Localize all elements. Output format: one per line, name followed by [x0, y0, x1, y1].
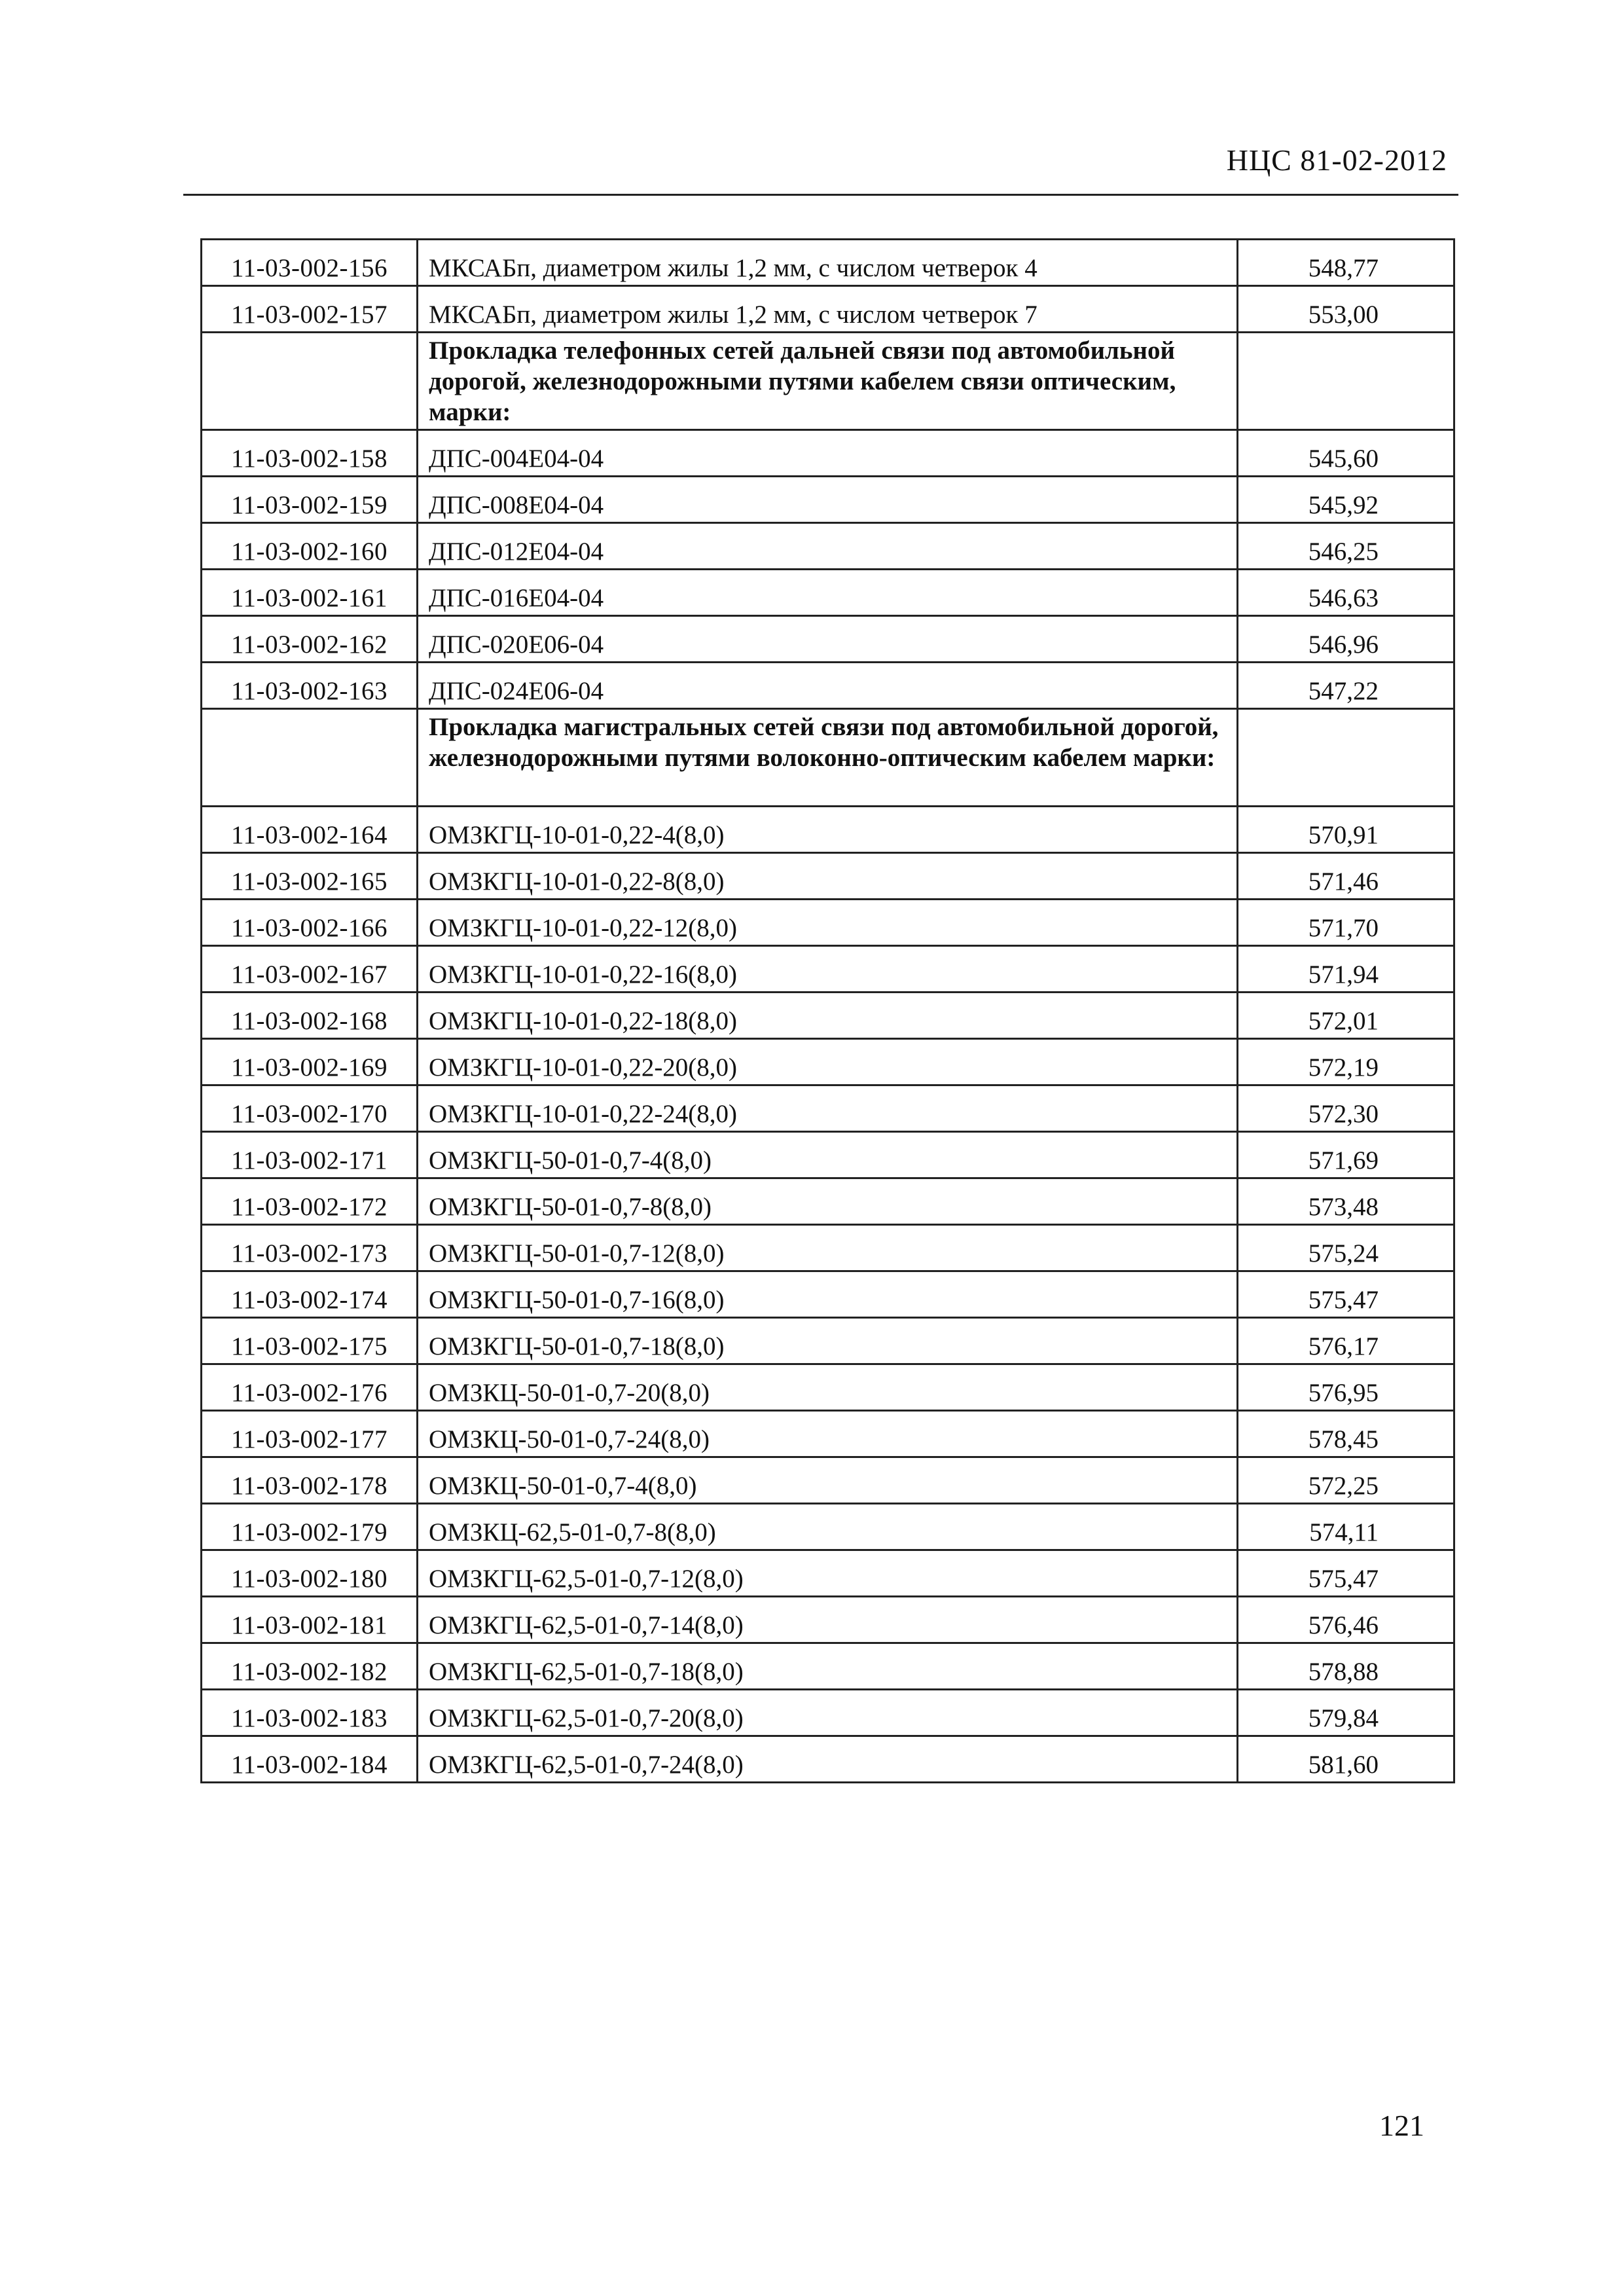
price-cell: 576,46	[1238, 1597, 1454, 1643]
code-cell: 11-03-002-170	[202, 1085, 418, 1132]
name-cell: ОМЗКЦ-50-01-0,7-4(8,0)	[418, 1457, 1238, 1504]
name-cell: ОМЗКГЦ-62,5-01-0,7-18(8,0)	[418, 1643, 1238, 1690]
price-cell: 546,96	[1238, 616, 1454, 663]
name-cell: ОМЗКГЦ-10-01-0,22-20(8,0)	[418, 1039, 1238, 1085]
table-row	[202, 1225, 1454, 1271]
section-header-row	[202, 333, 1454, 430]
code-cell: 11-03-002-161	[202, 570, 418, 616]
code-cell: 11-03-002-167	[202, 946, 418, 993]
table-row	[202, 1736, 1454, 1783]
price-cell	[1238, 333, 1454, 430]
page-number: 121	[1379, 2109, 1424, 2142]
name-cell: ОМЗКГЦ-10-01-0,22-8(8,0)	[418, 853, 1238, 900]
price-cell: 547,22	[1238, 663, 1454, 709]
name-cell: ОМЗКГЦ-10-01-0,22-24(8,0)	[418, 1085, 1238, 1132]
price-cell: 572,19	[1238, 1039, 1454, 1085]
table-row	[202, 1085, 1454, 1132]
code-cell: 11-03-002-179	[202, 1504, 418, 1550]
name-cell: ОМЗКГЦ-50-01-0,7-4(8,0)	[418, 1132, 1238, 1178]
table-row	[202, 807, 1454, 853]
table-row	[202, 286, 1454, 333]
name-cell: ОМЗКЦ-50-01-0,7-24(8,0)	[418, 1411, 1238, 1457]
name-cell: ОМЗКГЦ-10-01-0,22-16(8,0)	[418, 946, 1238, 993]
table-row	[202, 1550, 1454, 1597]
code-cell: 11-03-002-166	[202, 900, 418, 946]
document-code: НЦС 81-02-2012	[1226, 143, 1447, 177]
table-row	[202, 1504, 1454, 1550]
code-cell: 11-03-002-181	[202, 1597, 418, 1643]
table-row	[202, 946, 1454, 993]
code-cell: 11-03-002-156	[202, 240, 418, 286]
table-row	[202, 1271, 1454, 1318]
table-row	[202, 616, 1454, 663]
table-row	[202, 1318, 1454, 1364]
name-cell: ОМЗКГЦ-62,5-01-0,7-14(8,0)	[418, 1597, 1238, 1643]
code-cell: 11-03-002-182	[202, 1643, 418, 1690]
code-cell: 11-03-002-164	[202, 807, 418, 853]
price-cell: 572,30	[1238, 1085, 1454, 1132]
price-cell: 581,60	[1238, 1736, 1454, 1783]
code-cell: 11-03-002-175	[202, 1318, 418, 1364]
code-cell: 11-03-002-157	[202, 286, 418, 333]
price-cell: 575,47	[1238, 1550, 1454, 1597]
code-cell: 11-03-002-177	[202, 1411, 418, 1457]
price-cell: 553,00	[1238, 286, 1454, 333]
name-cell: ОМЗКГЦ-50-01-0,7-12(8,0)	[418, 1225, 1238, 1271]
name-cell: ДПС-012Е04-04	[418, 523, 1238, 570]
table-row	[202, 523, 1454, 570]
price-table-body	[202, 240, 1454, 1783]
price-cell: 546,25	[1238, 523, 1454, 570]
table-row	[202, 1597, 1454, 1643]
price-cell: 576,95	[1238, 1364, 1454, 1411]
code-cell: 11-03-002-173	[202, 1225, 418, 1271]
code-cell: 11-03-002-158	[202, 430, 418, 477]
table-row	[202, 1643, 1454, 1690]
code-cell: 11-03-002-176	[202, 1364, 418, 1411]
name-cell: ОМЗКГЦ-10-01-0,22-4(8,0)	[418, 807, 1238, 853]
name-cell: ОМЗКГЦ-50-01-0,7-8(8,0)	[418, 1178, 1238, 1225]
name-cell: ДПС-008Е04-04	[418, 477, 1238, 523]
table-row	[202, 1132, 1454, 1178]
table-row	[202, 1039, 1454, 1085]
name-cell: МКСАБп, диаметром жилы 1,2 мм, с числом четверок 4	[418, 240, 1238, 286]
name-cell: ОМЗКГЦ-10-01-0,22-18(8,0)	[418, 993, 1238, 1039]
name-cell: ОМЗКГЦ-62,5-01-0,7-20(8,0)	[418, 1690, 1238, 1736]
table-row	[202, 477, 1454, 523]
price-cell: 571,69	[1238, 1132, 1454, 1178]
name-cell: ОМЗКГЦ-62,5-01-0,7-24(8,0)	[418, 1736, 1238, 1783]
price-cell: 575,47	[1238, 1271, 1454, 1318]
code-cell: 11-03-002-165	[202, 853, 418, 900]
price-cell: 575,24	[1238, 1225, 1454, 1271]
code-cell	[202, 333, 418, 430]
name-cell: ДПС-024Е06-04	[418, 663, 1238, 709]
price-cell: 573,48	[1238, 1178, 1454, 1225]
code-cell: 11-03-002-180	[202, 1550, 418, 1597]
name-cell: ОМЗКГЦ-62,5-01-0,7-12(8,0)	[418, 1550, 1238, 1597]
table-row	[202, 1364, 1454, 1411]
table-row	[202, 240, 1454, 286]
price-cell: 572,01	[1238, 993, 1454, 1039]
price-cell: 578,88	[1238, 1643, 1454, 1690]
header-rule	[183, 194, 1458, 196]
code-cell: 11-03-002-174	[202, 1271, 418, 1318]
code-cell: 11-03-002-168	[202, 993, 418, 1039]
section-title-cell: Прокладка телефонных сетей дальней связи под автомобильной дорогой, железнодорожными путями кабелем связи оптическим, марки:	[418, 333, 1238, 430]
price-cell: 579,84	[1238, 1690, 1454, 1736]
price-cell: 578,45	[1238, 1411, 1454, 1457]
table-row	[202, 900, 1454, 946]
price-cell: 545,92	[1238, 477, 1454, 523]
code-cell: 11-03-002-172	[202, 1178, 418, 1225]
table-row	[202, 663, 1454, 709]
table-row	[202, 1690, 1454, 1736]
code-cell: 11-03-002-160	[202, 523, 418, 570]
code-cell: 11-03-002-162	[202, 616, 418, 663]
code-cell	[202, 709, 418, 807]
table-row	[202, 1411, 1454, 1457]
price-cell: 574,11	[1238, 1504, 1454, 1550]
table-row	[202, 1457, 1454, 1504]
code-cell: 11-03-002-159	[202, 477, 418, 523]
price-cell: 545,60	[1238, 430, 1454, 477]
name-cell: ОМЗКЦ-62,5-01-0,7-8(8,0)	[418, 1504, 1238, 1550]
price-cell: 571,70	[1238, 900, 1454, 946]
table-row	[202, 430, 1454, 477]
name-cell: ДПС-020Е06-04	[418, 616, 1238, 663]
name-cell: ОМЗКЦ-50-01-0,7-20(8,0)	[418, 1364, 1238, 1411]
price-cell: 570,91	[1238, 807, 1454, 853]
price-cell: 571,94	[1238, 946, 1454, 993]
name-cell: ДПС-016Е04-04	[418, 570, 1238, 616]
price-cell: 571,46	[1238, 853, 1454, 900]
table-row	[202, 993, 1454, 1039]
name-cell: ОМЗКГЦ-10-01-0,22-12(8,0)	[418, 900, 1238, 946]
code-cell: 11-03-002-169	[202, 1039, 418, 1085]
name-cell: ОМЗКГЦ-50-01-0,7-16(8,0)	[418, 1271, 1238, 1318]
price-cell	[1238, 709, 1454, 807]
name-cell: ДПС-004Е04-04	[418, 430, 1238, 477]
code-cell: 11-03-002-184	[202, 1736, 418, 1783]
code-cell: 11-03-002-183	[202, 1690, 418, 1736]
section-title-cell: Прокладка магистральных сетей связи под автомобильной дорогой, железнодорожными путями волоконно-оптическим кабелем марки:	[418, 709, 1238, 807]
code-cell: 11-03-002-163	[202, 663, 418, 709]
price-cell: 576,17	[1238, 1318, 1454, 1364]
table-row	[202, 570, 1454, 616]
name-cell: ОМЗКГЦ-50-01-0,7-18(8,0)	[418, 1318, 1238, 1364]
price-cell: 548,77	[1238, 240, 1454, 286]
name-cell: МКСАБп, диаметром жилы 1,2 мм, с числом четверок 7	[418, 286, 1238, 333]
section-header-row	[202, 709, 1454, 807]
table-row	[202, 1178, 1454, 1225]
code-cell: 11-03-002-178	[202, 1457, 418, 1504]
price-cell: 546,63	[1238, 570, 1454, 616]
table-row	[202, 853, 1454, 900]
price-cell: 572,25	[1238, 1457, 1454, 1504]
code-cell: 11-03-002-171	[202, 1132, 418, 1178]
price-table	[200, 238, 1455, 1783]
